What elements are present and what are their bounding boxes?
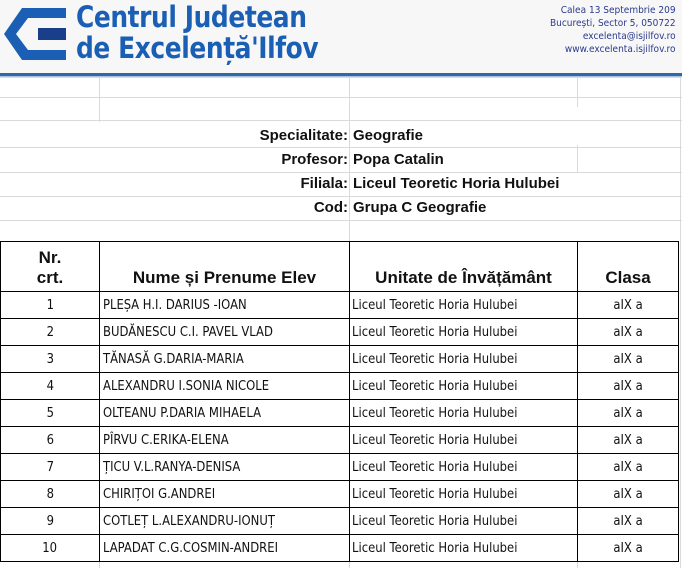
header-nume: Nume și Prenume Elev	[100, 242, 350, 292]
gridline	[0, 220, 682, 221]
cell-nume	[100, 292, 350, 319]
cell-nume	[100, 535, 350, 562]
cell-nume-text: PLEȘA H.I. DARIUS -IOAN	[103, 297, 247, 313]
cell-nume	[100, 319, 350, 346]
cell-nume-text: PÎRVU C.ERIKA-ELENA	[103, 432, 229, 448]
website-text: www.excelenta.isjilfov.ro	[565, 44, 676, 55]
cell-clasa	[578, 400, 679, 427]
cell-unitate-text: Liceul Teoretic Horia Hulubei	[352, 432, 518, 448]
cell-nr-text: 5	[46, 405, 54, 421]
cell-nume-text: TĂNASĂ G.DARIA-MARIA	[103, 351, 244, 367]
cell-clasa	[578, 292, 679, 319]
cell-nr-text: 7	[46, 459, 54, 475]
cell-nr-text: 2	[46, 324, 54, 340]
gridline	[0, 172, 682, 173]
gridline	[577, 145, 578, 173]
table-row	[1, 292, 679, 319]
profesor-value: Popa Catalin	[353, 151, 444, 168]
gridline	[577, 77, 578, 107]
cell-unitate-text: Liceul Teoretic Horia Hulubei	[352, 405, 518, 421]
cell-unitate-text: Liceul Teoretic Horia Hulubei	[352, 324, 518, 340]
cell-unitate	[350, 400, 578, 427]
cell-nr-text: 4	[46, 378, 54, 394]
header-unitate: Unitate de Învățământ	[350, 242, 578, 292]
cell-unitate-text: Liceul Teoretic Horia Hulubei	[352, 378, 518, 394]
gridline	[99, 77, 100, 122]
cell-nr	[1, 346, 100, 373]
cell-unitate-text: Liceul Teoretic Horia Hulubei	[352, 513, 518, 529]
cell-clasa	[578, 346, 679, 373]
cell-unitate-text: Liceul Teoretic Horia Hulubei	[352, 297, 518, 313]
gridline	[680, 241, 681, 568]
cell-clasa	[578, 427, 679, 454]
cell-unitate-text: Liceul Teoretic Horia Hulubei	[352, 540, 518, 556]
cell-clasa-text: aIX a	[613, 513, 643, 529]
cell-nr	[1, 373, 100, 400]
gridline	[680, 77, 681, 241]
cell-nr	[1, 400, 100, 427]
cell-clasa-text: aIX a	[613, 378, 643, 394]
cell-clasa-text: aIX a	[613, 432, 643, 448]
table-row	[1, 373, 679, 400]
cell-nr-text: 3	[46, 351, 54, 367]
table-row	[1, 508, 679, 535]
cell-nume	[100, 508, 350, 535]
cell-nr-text: 6	[46, 432, 54, 448]
table-row	[1, 481, 679, 508]
filiala-label: Filiala:	[300, 175, 348, 192]
cell-clasa	[578, 373, 679, 400]
cell-clasa-text: aIX a	[613, 459, 643, 475]
cell-clasa-text: aIX a	[613, 297, 643, 313]
table-row	[1, 346, 679, 373]
cell-unitate-text: Liceul Teoretic Horia Hulubei	[352, 459, 518, 475]
cell-unitate	[350, 346, 578, 373]
cell-nume	[100, 427, 350, 454]
email-text: excelenta@isjilfov.ro	[583, 31, 676, 42]
logo-line-1: Centrul Judetean	[76, 0, 307, 34]
gridline	[0, 77, 682, 78]
cell-nr	[1, 292, 100, 319]
cell-nr-text: 9	[46, 513, 54, 529]
cell-unitate	[350, 481, 578, 508]
cell-clasa-text: aIX a	[613, 351, 643, 367]
cell-nume-text: CHIRIȚOI G.ANDREI	[103, 486, 216, 502]
cell-clasa-text: aIX a	[613, 486, 643, 502]
cell-clasa	[578, 319, 679, 346]
cell-nume-text: COTLEȚ L.ALEXANDRU-IONUȚ	[103, 513, 275, 529]
cell-nume	[100, 346, 350, 373]
cell-unitate	[350, 535, 578, 562]
cod-value: Grupa C Geografie	[353, 199, 487, 216]
cell-nume-text: OLTEANU P.DARIA MIHAELA	[103, 405, 262, 421]
contact-block	[550, 4, 676, 56]
filiala-value: Liceul Teoretic Horia Hulubei	[353, 175, 560, 192]
gridline	[0, 147, 682, 148]
cell-nr	[1, 481, 100, 508]
address-line-2: București, Sector 5, 050722	[550, 18, 676, 29]
table-header-row	[1, 242, 679, 292]
cell-clasa-text: aIX a	[613, 324, 643, 340]
cell-unitate	[350, 454, 578, 481]
table-row	[1, 400, 679, 427]
cell-clasa-text: aIX a	[613, 405, 643, 421]
cell-nr	[1, 454, 100, 481]
cell-clasa	[578, 535, 679, 562]
table-row	[1, 454, 679, 481]
cell-clasa	[578, 508, 679, 535]
cell-unitate	[350, 373, 578, 400]
cell-nr-text: 10	[42, 540, 58, 556]
cell-unitate	[350, 319, 578, 346]
logo-e-icon	[4, 8, 68, 60]
logo-wordmark	[76, 2, 318, 64]
letterhead	[0, 0, 682, 73]
header-nr-crt	[1, 242, 100, 292]
table-row	[1, 535, 679, 562]
cell-nr-text: 1	[46, 297, 54, 313]
cell-nume-text: ALEXANDRU I.SONIA NICOLE	[103, 378, 270, 394]
gridline	[0, 196, 682, 197]
profesor-label: Profesor:	[281, 151, 348, 168]
cell-unitate	[350, 427, 578, 454]
header-divider	[0, 73, 682, 76]
cell-nume	[100, 373, 350, 400]
cell-nr-text: 8	[46, 486, 54, 502]
cell-nr	[1, 319, 100, 346]
cell-nume	[100, 400, 350, 427]
cell-nume	[100, 454, 350, 481]
header-nr-line2: crt.	[36, 268, 64, 287]
address-line-1: Calea 13 Septembrie 209	[561, 5, 676, 16]
cell-clasa-text: aIX a	[613, 540, 643, 556]
cell-nume-text: BUDĂNESCU C.I. PAVEL VLAD	[103, 324, 273, 340]
cell-nume	[100, 481, 350, 508]
cell-unitate-text: Liceul Teoretic Horia Hulubei	[352, 351, 518, 367]
logo-line-2: de Excelență'Ilfov	[76, 31, 319, 65]
cell-nr	[1, 508, 100, 535]
cell-clasa	[578, 481, 679, 508]
cell-nr	[1, 535, 100, 562]
header-nr-line1: Nr.	[38, 248, 62, 267]
cell-nr	[1, 427, 100, 454]
table-row	[1, 319, 679, 346]
cell-nume-text: LAPADAT C.G.COSMIN-ANDREI	[103, 540, 278, 556]
cod-label: Cod:	[313, 199, 348, 216]
students-table	[0, 241, 679, 562]
header-clasa: Clasa	[578, 242, 679, 292]
cell-unitate	[350, 508, 578, 535]
cell-unitate-text: Liceul Teoretic Horia Hulubei	[352, 486, 518, 502]
cell-unitate	[350, 292, 578, 319]
cell-nume-text: ȚICU V.L.RANYA-DENISA	[103, 459, 241, 475]
cell-clasa	[578, 454, 679, 481]
table-row	[1, 427, 679, 454]
gridline	[349, 77, 350, 241]
specialitate-label: Specialitate:	[259, 127, 348, 144]
gridline	[0, 97, 682, 98]
specialitate-value: Geografie	[353, 127, 424, 144]
gridline	[0, 120, 682, 121]
